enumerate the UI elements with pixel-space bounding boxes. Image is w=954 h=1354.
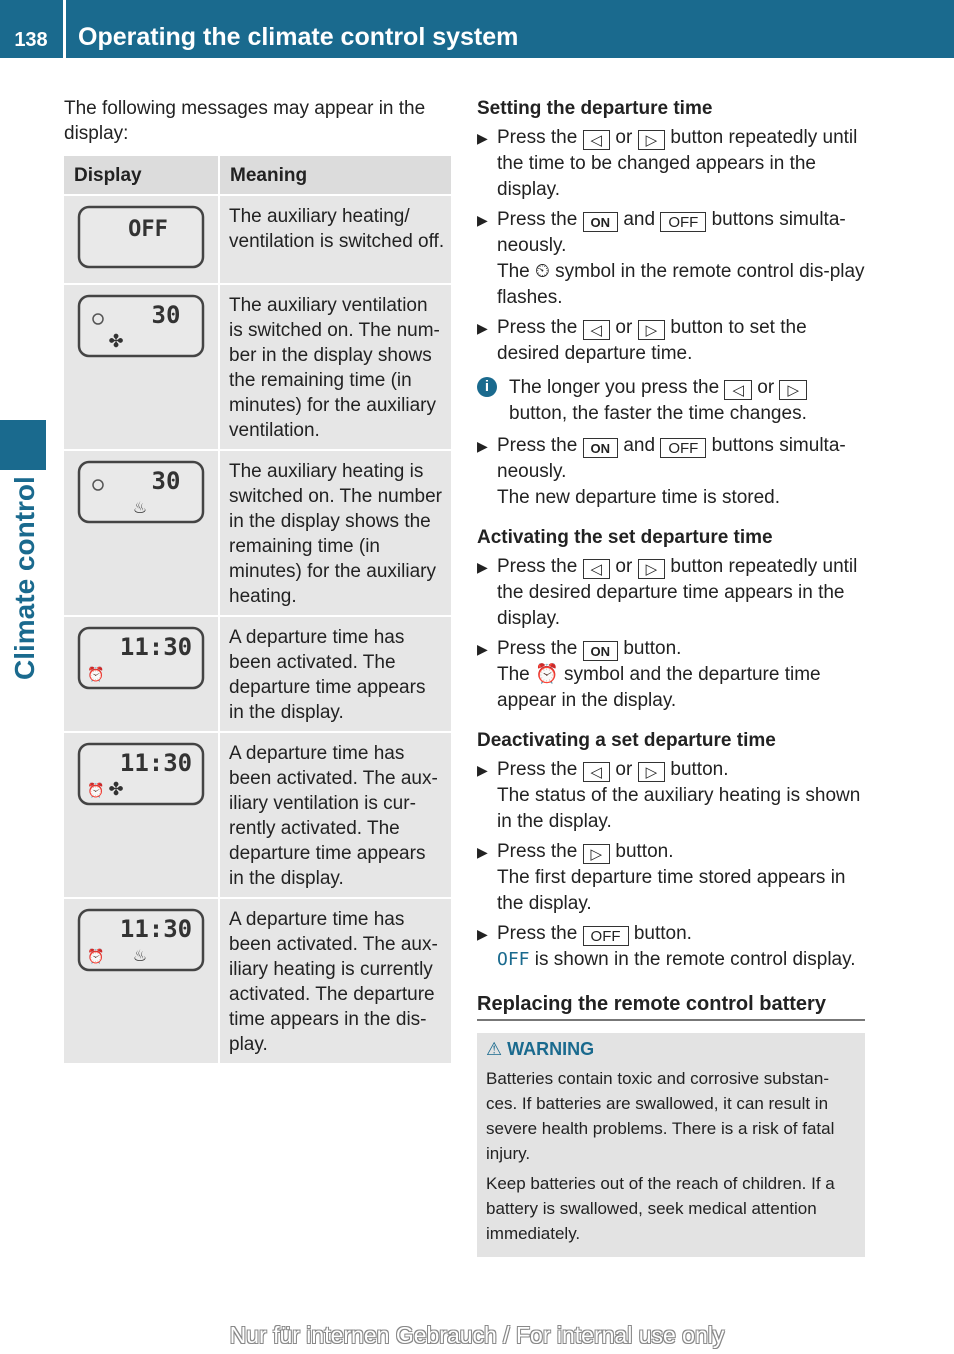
on-key-icon: ON [583, 641, 619, 661]
warning-triangle-icon: ⚠ [486, 1039, 503, 1059]
step-item: ▶ Press the OFF button. OFF is shown in the remote control display. [477, 923, 856, 970]
table-row [64, 898, 451, 1063]
alarm-clock-icon: ⏰ [535, 664, 559, 685]
table-row [64, 616, 451, 732]
section-tab-label: Climate control [9, 476, 40, 680]
right-arrow-key-icon: ▷ [779, 380, 807, 400]
left-arrow-key-icon: ◁ [583, 320, 611, 340]
step-item: ▶ Press the ON button. The ⏰ symbol and the departure time appear in the display. [477, 638, 821, 711]
meaning-cell: The auxiliary heating/ ventilation is switched off. [219, 195, 451, 284]
lcd-text: 11:30 [119, 915, 193, 943]
step-arrow-icon: ▶ [477, 130, 488, 146]
right-arrow-key-icon: ▷ [638, 130, 666, 150]
right-arrow-key-icon: ▷ [583, 844, 611, 864]
fan-icon: ✤ [108, 331, 124, 351]
info-icon: i [477, 377, 497, 397]
warning-box [477, 1033, 865, 1257]
step-item: ▶ Press the ◁ or ▷ button repeatedly until the desired departure time appears in the display. [477, 556, 858, 629]
heading-replacing-battery: Replacing the remote control battery [477, 991, 865, 1021]
step-arrow-icon: ▶ [477, 641, 488, 657]
table-row [64, 450, 451, 616]
off-display-text: OFF [497, 949, 530, 970]
display-cell [64, 195, 219, 284]
heading-deactivating-departure: Deactivating a set departure time [477, 730, 776, 751]
warning-paragraph: Batteries contain toxic and corrosive substan-ces. If batteries are swallowed, it can result in severe health problems. There is a risk of fatal injury. [486, 1069, 835, 1163]
display-messages-table [64, 156, 451, 1063]
table-row [64, 732, 451, 898]
lcd-heating-icon [76, 459, 206, 525]
page-title: Operating the climate control system [78, 23, 519, 51]
footer-watermark: Nur für internen Gebrauch / For internal use only [229, 1322, 725, 1348]
lcd-departure-ventilation-icon [76, 741, 206, 807]
display-cell [64, 616, 219, 732]
step-arrow-icon: ▶ [477, 438, 488, 454]
step-arrow-icon: ▶ [477, 762, 488, 778]
header-display: Display [64, 156, 219, 195]
on-key-icon: ON [583, 212, 619, 232]
fan-icon: ✤ [108, 779, 124, 799]
left-column [64, 96, 452, 1063]
info-note: i The longer you press the ◁ or ▷ button, the faster the time changes. [477, 375, 865, 427]
meaning-cell: A departure time has been activated. The aux-iliary ventilation is cur-rently activated. The departure time appears in the display. [219, 732, 451, 898]
step-item: ▶ Press the ON and OFF buttons simulta-neously. The ⏲ symbol in the remote control dis-play flashes. [477, 209, 865, 308]
meaning-cell: A departure time has been activated. The aux-iliary heating is currently activated. The departure time appears in the dis-play. [219, 898, 451, 1063]
step-item: ▶ Press the ◁ or ▷ button to set the desired departure time. [477, 317, 807, 364]
clock-symbol-icon: ⏲ [535, 261, 550, 282]
right-arrow-key-icon: ▷ [638, 762, 666, 782]
lcd-departure-heating-icon [76, 907, 206, 973]
left-arrow-key-icon: ◁ [583, 762, 611, 782]
meaning-cell: A departure time has been activated. The departure time appears in the display. [219, 616, 451, 732]
lcd-off-icon [76, 204, 206, 270]
right-arrow-key-icon: ▷ [638, 559, 666, 579]
step-arrow-icon: ▶ [477, 559, 488, 575]
step-item: ▶ Press the ON and OFF buttons simulta-neously. The new departure time is stored. [477, 435, 846, 508]
alarm-clock-icon: ⏰ [87, 948, 105, 964]
step-arrow-icon: ▶ [477, 320, 488, 336]
header-divider [63, 0, 66, 58]
off-key-icon: OFF [583, 926, 629, 946]
off-key-icon: OFF [660, 212, 706, 232]
lcd-text: 11:30 [119, 749, 193, 777]
lcd-ventilation-icon [76, 293, 206, 359]
left-arrow-key-icon: ◁ [583, 130, 611, 150]
heating-icon: ♨ [132, 948, 148, 965]
display-cell [64, 450, 219, 616]
meaning-cell: The auxiliary ventilation is switched on. The num-ber in the display shows the remaining time (in minutes) for the auxiliary ventilation. [219, 284, 451, 450]
page-number: 138 [14, 29, 48, 51]
table-row [64, 284, 451, 450]
step-arrow-icon: ▶ [477, 212, 488, 228]
left-arrow-key-icon: ◁ [724, 380, 752, 400]
step-arrow-icon: ▶ [477, 844, 488, 860]
alarm-clock-icon: ⏰ [87, 666, 105, 682]
lcd-text: 11:30 [119, 633, 193, 661]
step-item: ▶ Press the ◁ or ▷ button repeatedly until the time to be changed appears in the display. [477, 127, 858, 200]
right-column [477, 96, 865, 1257]
table-header-row [64, 156, 451, 195]
left-arrow-key-icon: ◁ [583, 559, 611, 579]
display-cell [64, 732, 219, 898]
lcd-departure-icon [76, 625, 206, 691]
step-item: ▶ Press the ◁ or ▷ button. The status of the auxiliary heating is shown in the display. [477, 759, 861, 832]
alarm-clock-icon: ⏰ [87, 782, 105, 798]
table-row [64, 195, 451, 284]
heading-activating-departure: Activating the set departure time [477, 527, 773, 548]
header-meaning: Meaning [219, 156, 451, 195]
display-cell [64, 898, 219, 1063]
display-cell [64, 284, 219, 450]
lcd-text: 30 [151, 467, 181, 495]
off-key-icon: OFF [660, 438, 706, 458]
on-key-icon: ON [583, 438, 619, 458]
warning-header: ⚠ WARNING [486, 1039, 595, 1059]
lcd-text: OFF [128, 217, 168, 242]
lcd-text: 30 [151, 301, 181, 329]
right-arrow-key-icon: ▷ [638, 320, 666, 340]
step-item: ▶ Press the ▷ button. The first departure time stored appears in the display. [477, 841, 846, 914]
intro-text: The following messages may appear in the display: [64, 98, 426, 144]
step-arrow-icon: ▶ [477, 926, 488, 942]
meaning-cell: The auxiliary heating is switched on. The number in the display shows the remaining time (in minutes) for the auxiliary heating. [219, 450, 451, 616]
heating-icon: ♨ [132, 500, 148, 517]
heading-setting-departure: Setting the departure time [477, 98, 713, 119]
warning-paragraph: Keep batteries out of the reach of children. If a battery is swallowed, seek medical attention immediately. [486, 1174, 835, 1243]
